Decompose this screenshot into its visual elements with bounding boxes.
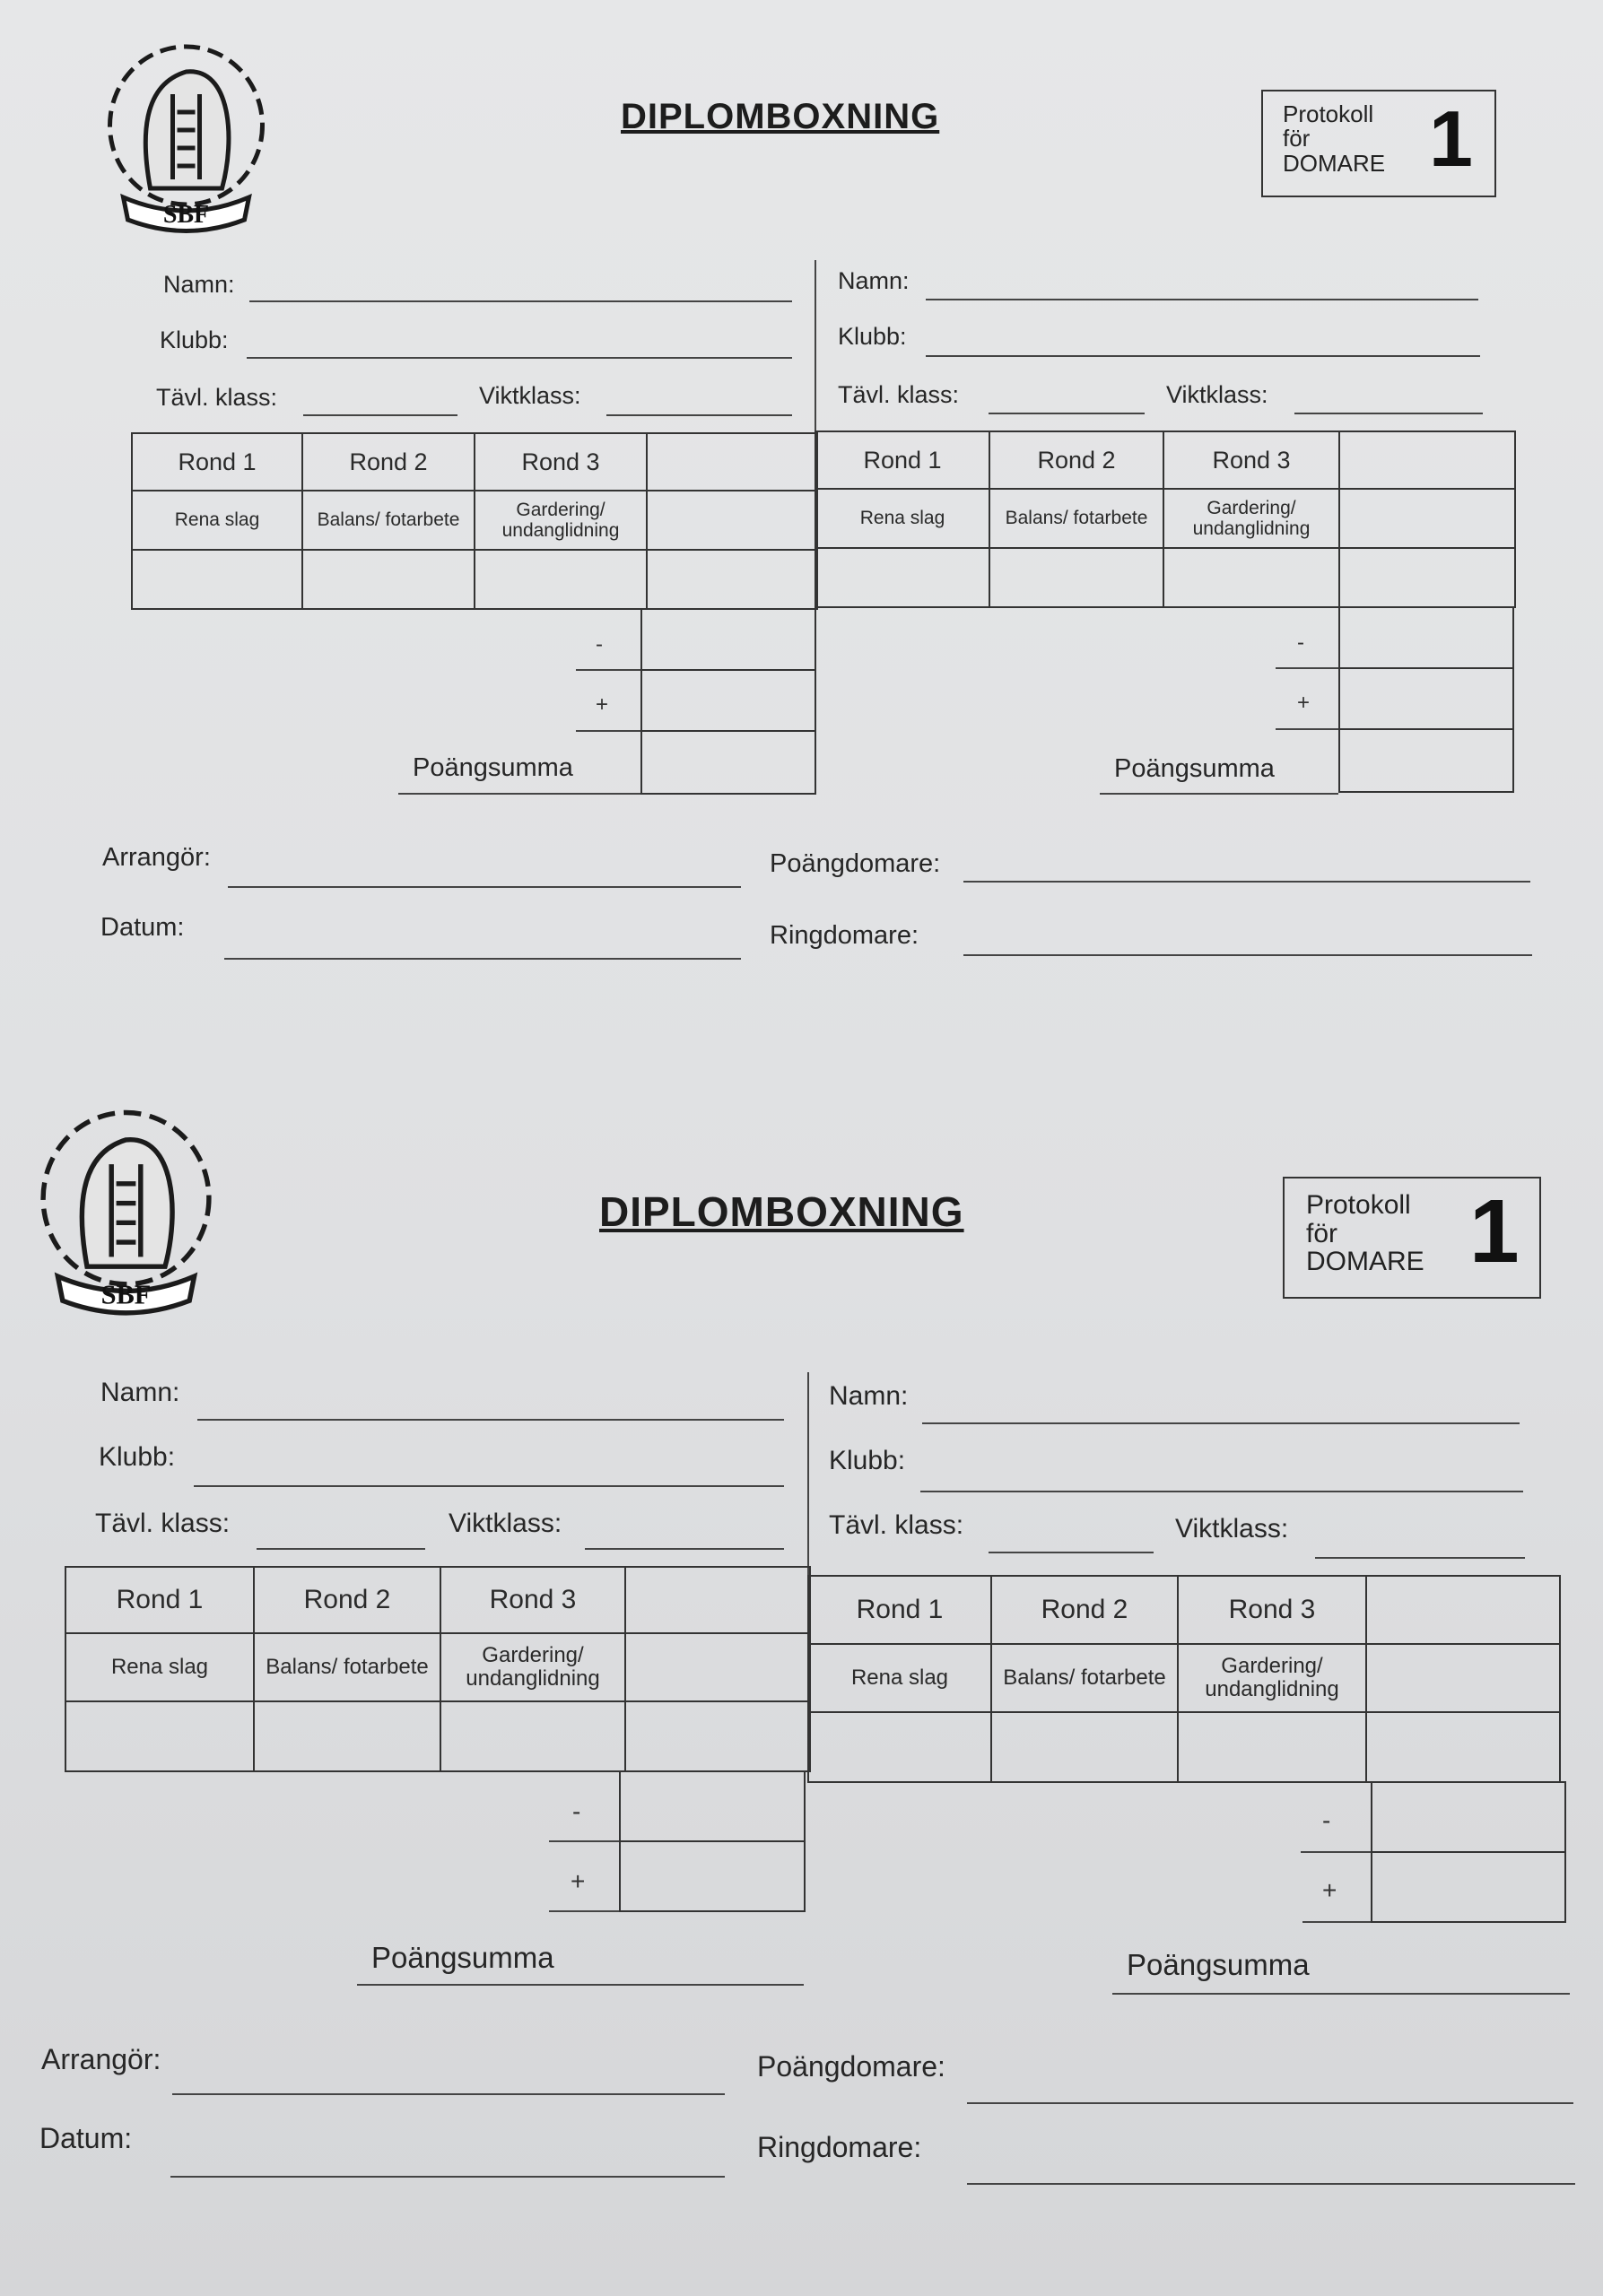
fighter2-plus-box[interactable]	[1371, 1851, 1566, 1923]
fighter2-class-field[interactable]	[989, 1552, 1154, 1553]
protocol-judge-label: DOMARE	[1306, 1247, 1424, 1276]
date-label: Datum:	[100, 913, 185, 942]
organizer-label: Arrangör:	[102, 843, 211, 872]
score-cell[interactable]	[1163, 548, 1339, 607]
fighter2-club-label: Klubb:	[829, 1446, 906, 1475]
round-header: Rond 1	[815, 431, 989, 489]
score-cell[interactable]	[989, 548, 1163, 607]
score-cell[interactable]	[132, 550, 302, 609]
score-cell[interactable]	[1339, 489, 1515, 548]
score-cell[interactable]	[302, 550, 475, 609]
organizer-field[interactable]	[228, 886, 741, 888]
fighter1-plus-box[interactable]	[619, 1840, 806, 1912]
minus-label: -	[596, 632, 603, 657]
fighter2-class-label: Tävl. klass:	[838, 381, 960, 408]
total-column-header	[625, 1567, 810, 1633]
round-header: Rond 2	[989, 431, 1163, 489]
protocol-judge-label: DOMARE	[1283, 149, 1386, 177]
referee-label: Ringdomare:	[757, 2131, 922, 2163]
fighter1-club-field[interactable]	[194, 1485, 784, 1487]
plus-row-line	[1302, 1921, 1371, 1923]
fighter1-minus-box[interactable]	[619, 1770, 806, 1842]
criterion-label: Rena slag	[65, 1633, 254, 1701]
minus-row-line	[549, 1840, 619, 1842]
fighter1-name-label: Namn:	[163, 271, 235, 298]
fighter2-weight-label: Viktklass:	[1166, 381, 1268, 408]
criterion-label: Rena slag	[815, 489, 989, 548]
fighter1-club-label: Klubb:	[99, 1442, 176, 1472]
total-label: Poängsumma	[371, 1941, 554, 1974]
criterion-label: Gardering/ undanglidning	[440, 1633, 625, 1701]
score-cell[interactable]	[647, 491, 817, 550]
total-column-header	[1366, 1576, 1560, 1644]
round-header: Rond 2	[302, 433, 475, 491]
form-title: DIPLOMBOXNING	[599, 1188, 964, 1235]
protocol-number: 1	[1429, 94, 1473, 183]
date-label: Datum:	[39, 2122, 133, 2154]
logo-text: SBF	[162, 201, 210, 229]
fighter2-score-table	[807, 1575, 1561, 1783]
score-cell[interactable]	[254, 1701, 440, 1771]
protocol-box	[1283, 1177, 1541, 1299]
round-header: Rond 3	[1178, 1576, 1366, 1644]
judge-protocol-form-bottom	[0, 1076, 1603, 2296]
fighter1-score-table	[131, 432, 818, 610]
fighter2-class-field[interactable]	[989, 413, 1145, 414]
total-label: Poängsumma	[413, 753, 573, 782]
fighter1-score-table	[65, 1566, 811, 1772]
score-cell[interactable]	[1339, 548, 1515, 607]
protocol-label: Protokoll	[1283, 100, 1374, 127]
protocol-label: Protokoll	[1306, 1190, 1411, 1220]
fighter2-score-table	[815, 430, 1516, 608]
score-cell[interactable]	[991, 1712, 1178, 1782]
fighter1-weight-field[interactable]	[606, 414, 792, 416]
fighter1-weight-field[interactable]	[585, 1548, 784, 1550]
fighter2-plus-box[interactable]	[1338, 667, 1514, 730]
fighter2-club-field[interactable]	[920, 1491, 1523, 1492]
protocol-number: 1	[1469, 1181, 1520, 1282]
score-cell[interactable]	[625, 1633, 810, 1701]
fighter1-total-box[interactable]	[640, 730, 816, 795]
fighter2-weight-field[interactable]	[1294, 413, 1483, 414]
score-cell[interactable]	[1366, 1644, 1560, 1712]
minus-label: -	[572, 1797, 581, 1825]
plus-label: +	[596, 692, 609, 717]
fighter1-plus-box[interactable]	[640, 669, 816, 732]
score-cell[interactable]	[1366, 1712, 1560, 1782]
form-title: DIPLOMBOXNING	[621, 97, 940, 136]
criterion-label: Gardering/ undanglidning	[1163, 489, 1339, 548]
criterion-label: Gardering/ undanglidning	[475, 491, 647, 550]
minus-row-line	[1276, 667, 1338, 669]
plus-label: +	[571, 1867, 586, 1895]
plus-label: +	[1322, 1876, 1337, 1904]
fighter2-minus-box[interactable]	[1338, 606, 1514, 669]
fighter1-weight-label: Viktklass:	[479, 382, 581, 409]
criterion-label: Gardering/ undanglidning	[1178, 1644, 1366, 1712]
total-column-header	[1339, 431, 1515, 489]
criterion-label: Rena slag	[808, 1644, 991, 1712]
point-judge-field[interactable]	[963, 881, 1530, 883]
fighter1-name-label: Namn:	[100, 1378, 180, 1407]
score-cell[interactable]	[65, 1701, 254, 1771]
date-field[interactable]	[170, 2176, 725, 2178]
fighter1-minus-box[interactable]	[640, 608, 816, 671]
minus-row-line	[1301, 1851, 1371, 1853]
fighter1-class-field[interactable]	[303, 414, 457, 416]
organizer-field[interactable]	[172, 2093, 725, 2095]
sbf-logo-icon	[85, 31, 287, 238]
judge-protocol-form-top	[0, 0, 1603, 1040]
fighter2-name-label: Namn:	[829, 1381, 909, 1411]
fighter2-minus-box[interactable]	[1371, 1781, 1566, 1853]
criterion-label: Balans/ fotarbete	[254, 1633, 440, 1701]
criterion-label: Balans/ fotarbete	[989, 489, 1163, 548]
score-cell[interactable]	[625, 1701, 810, 1771]
fighter2-name-field[interactable]	[926, 299, 1478, 300]
sbf-logo-icon	[16, 1096, 236, 1320]
plus-row-line	[549, 1910, 619, 1912]
protocol-for-label: för	[1306, 1218, 1338, 1248]
date-field[interactable]	[224, 958, 741, 960]
referee-field[interactable]	[967, 2183, 1575, 2185]
fighter2-name-label: Namn:	[838, 267, 910, 294]
criterion-label: Balans/ fotarbete	[302, 491, 475, 550]
round-header: Rond 2	[254, 1567, 440, 1633]
fighter1-name-field[interactable]	[249, 300, 792, 302]
fighter1-class-field[interactable]	[257, 1548, 425, 1550]
score-cell[interactable]	[475, 550, 647, 609]
fighter2-total-box[interactable]	[1338, 728, 1514, 793]
point-judge-field[interactable]	[967, 2102, 1573, 2104]
score-cell[interactable]	[1178, 1712, 1366, 1782]
fighter1-club-label: Klubb:	[160, 326, 229, 353]
total-underline	[1100, 793, 1338, 795]
point-judge-label: Poängdomare:	[757, 2050, 945, 2083]
criterion-label: Balans/ fotarbete	[991, 1644, 1178, 1712]
minus-label: -	[1322, 1806, 1331, 1834]
minus-row-line	[576, 669, 640, 671]
plus-row-line	[1276, 728, 1338, 730]
round-header: Rond 1	[808, 1576, 991, 1644]
plus-row-line	[576, 730, 640, 732]
referee-label: Ringdomare:	[770, 921, 919, 950]
round-header: Rond 3	[475, 433, 647, 491]
fighter2-club-label: Klubb:	[838, 323, 907, 350]
round-header: Rond 2	[991, 1576, 1178, 1644]
round-header: Rond 1	[65, 1567, 254, 1633]
fighter1-weight-label: Viktklass:	[449, 1509, 562, 1538]
fighter1-club-field[interactable]	[247, 357, 792, 359]
protocol-for-label: för	[1283, 125, 1311, 152]
fighter2-class-label: Tävl. klass:	[829, 1510, 964, 1540]
fighter2-name-field[interactable]	[922, 1422, 1520, 1424]
round-header: Rond 3	[1163, 431, 1339, 489]
round-header: Rond 1	[132, 433, 302, 491]
fighter2-weight-field[interactable]	[1315, 1557, 1525, 1559]
total-label: Poängsumma	[1127, 1948, 1310, 1981]
round-header: Rond 3	[440, 1567, 625, 1633]
organizer-label: Arrangör:	[41, 2043, 161, 2075]
fighter1-class-label: Tävl. klass:	[156, 384, 278, 411]
total-underline	[1112, 1993, 1570, 1995]
fighter1-class-label: Tävl. klass:	[95, 1509, 231, 1538]
referee-field[interactable]	[963, 954, 1532, 956]
protocol-box	[1261, 90, 1496, 197]
fighter2-weight-label: Viktklass:	[1175, 1514, 1289, 1544]
plus-label: +	[1297, 691, 1311, 715]
total-column-header	[647, 433, 817, 491]
fighter2-club-field[interactable]	[926, 355, 1480, 357]
score-cell[interactable]	[440, 1701, 625, 1771]
minus-label: -	[1297, 631, 1304, 655]
point-judge-label: Poängdomare:	[770, 849, 941, 878]
fighter-divider	[815, 260, 816, 430]
total-label: Poängsumma	[1114, 754, 1275, 783]
total-underline	[398, 793, 640, 795]
criterion-label: Rena slag	[132, 491, 302, 550]
total-underline	[357, 1984, 804, 1986]
score-cell[interactable]	[808, 1712, 991, 1782]
score-cell[interactable]	[815, 548, 989, 607]
score-cell[interactable]	[647, 550, 817, 609]
fighter1-name-field[interactable]	[197, 1419, 784, 1421]
logo-text: SBF	[100, 1279, 152, 1310]
